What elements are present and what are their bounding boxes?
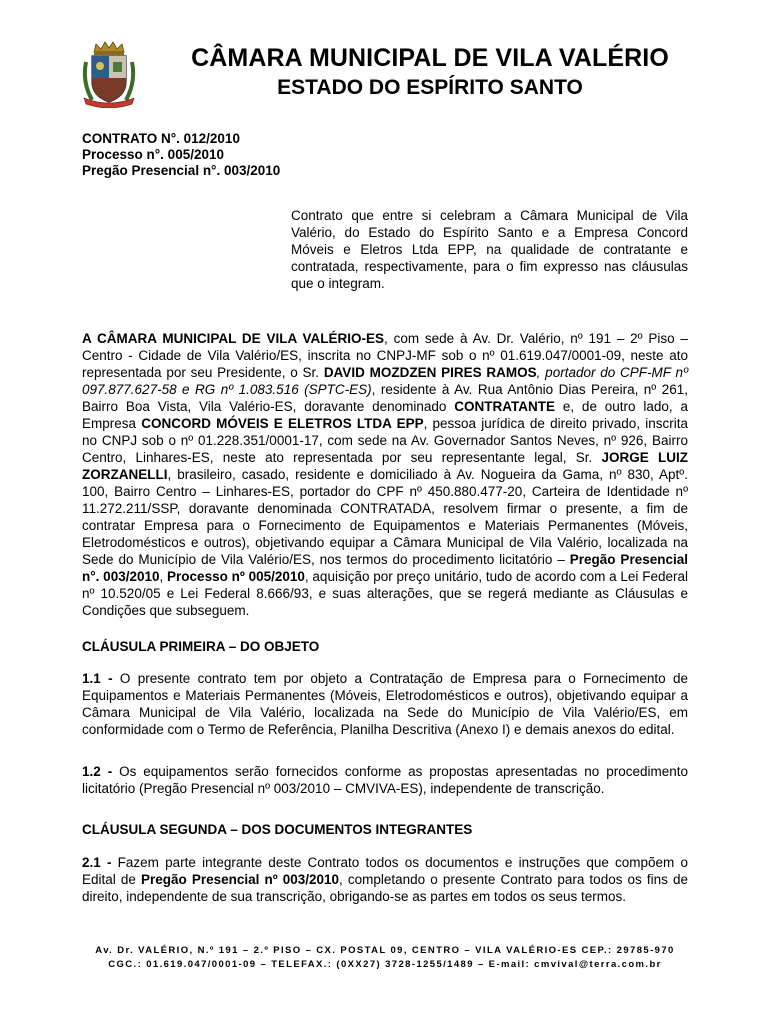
process-number: Processo n°. 005/2010 xyxy=(82,147,224,162)
clause-1-1-text: O presente contrato tem por objeto a Contratação de Empresa para o Fornecimento de Equipamentos e Materiais Permanentes (Móveis, Eletrodomésticos e outros), objetivando equipar a Câmara Municipal de Vila Valério, localizada na Sede do Município de Vila Valério/ES, em conformidade com o Termo de Referência, Planilha Descritiva (Anexo I) e demais anexos do edital. xyxy=(82,671,688,737)
footer-contact: CGC.: 01.619.047/0001-09 – TELEFAX.: (0XX27) 3728-1255/1489 – E-mail: cmvival@terra.com.br xyxy=(108,959,662,970)
contratante-label: CONTRATANTE xyxy=(454,399,556,414)
pregao-number: Pregão Presencial n°. 003/2010 xyxy=(82,163,281,178)
state-subtitle: ESTADO DO ESPÍRITO SANTO xyxy=(277,76,583,99)
preamble-paragraph xyxy=(82,330,688,619)
page-footer xyxy=(60,944,710,972)
contract-summary: Contrato que entre si celebram a Câmara Municipal de Vila Valério, do Estado do Espírito Santo e a Empresa Concord Móveis e Eletros Ltda EPP, na qualidade de contratante e contratada, respectivamente, para o fim expresso nas cláusulas que o integram. xyxy=(291,208,688,291)
contract-number: CONTRATO N°. 012/2010 xyxy=(82,131,240,146)
footer-address: Av. Dr. VALÉRIO, N.º 191 – 2.º PISO – CX. POSTAL 09, CENTRO – VILA VALÉRIO-ES CEP.: 29785-970 xyxy=(95,945,675,956)
clause-2-1-text-b: , completando o presente Contrato para todos os fins de direito, independente de sua transcrição, obrigando-se as partes em todos os seus termos. xyxy=(82,872,688,904)
contract-references xyxy=(82,131,280,179)
clause-1-2-number: 1.2 - xyxy=(82,764,113,779)
company-name: CONCORD MÓVEIS E ELETROS LTDA EPP xyxy=(141,416,424,431)
clause-1-2-text: Os equipamentos serão fornecidos conforme as propostas apresentadas no procedimento licitatório (Pregão Presencial nº 003/2010 – CMVIVA-ES), independente de transcrição. xyxy=(82,764,688,796)
clause-1-1 xyxy=(82,670,688,738)
clause-2-1-pregao: Pregão Presencial nº 003/2010 xyxy=(140,872,340,887)
clause-2-1-text-a: Fazem parte integrante deste Contrato todos os documentos e instruções que compõem o Edital de xyxy=(82,855,689,887)
clause-2-1 xyxy=(82,854,688,905)
president-documents: , portador do CPF-MF nº 097.877.627-58 e RG nº 1.083.516 (SPTC-ES) xyxy=(82,365,688,397)
institution-title: CÂMARA MUNICIPAL DE VILA VALÉRIO xyxy=(191,44,669,72)
clause-1-1-number: 1.1 - xyxy=(82,671,113,686)
preamble-text-5: , brasileiro, casado, residente e domiciliado à Av. Nogueira da Gama, nº 830, Aptº. 100, Bairro Centro – Linhares-ES, portador do CPF nº 450.880.477-20, Carteira de Identidade nº 11.272.211/SSP, doravante denominada CONTRATADA, resolvem firmar o presente, a fim de contratar Empresa para o Fornecimento de Equipamentos e Materiais Permanentes (Móveis, Eletrodomésticos e outros), objetivando equipar a Câmara Municipal de Vila Valério, localizada na Sede do Município de Vila Valério/ES, nos termos do procedimento licitatório – xyxy=(82,467,688,567)
clause-2-1-number: 2.1 - xyxy=(82,855,112,870)
preamble-text-6: , xyxy=(159,569,168,584)
clause-two-heading: CLÁUSULA SEGUNDA – DOS DOCUMENTOS INTEGRANTES xyxy=(82,822,473,837)
clause-1-2 xyxy=(82,763,688,797)
preamble-text-1: , com sede à Av. Dr. Valério, nº 191 – 2º Piso – Centro - Cidade de Vila Valério/ES, inscrita no CNPJ-MF sob o nº 01.619.047/0001-09, neste ato representada por seu Presidente, o Sr. xyxy=(82,331,688,380)
process-reference: Processo nº 005/2010 xyxy=(167,569,305,584)
chamber-name: A CÂMARA MUNICIPAL DE VILA VALÉRIO-ES xyxy=(82,331,385,346)
coat-of-arms-icon xyxy=(80,40,138,108)
pregao-reference: Pregão Presencial n°. 003/2010 xyxy=(82,552,688,584)
representative-name: JORGE LUIZ ZORZANELLI xyxy=(82,450,689,482)
preamble-text-2: , residente à Av. Rua Antônio Dias Pereira, nº 261, Bairro Boa Vista, Vila Valério-ES, doravante denominado xyxy=(82,382,688,414)
preamble-text-4: , pessoa jurídica de direito privado, inscrita no CNPJ sob o nº 01.228.351/0001-17, com sede na Av. Governador Santos Neves, nº 926, Bairro Centro, Linhares-ES, neste ato representada por seu representante legal, Sr. xyxy=(82,416,688,465)
preamble-text-3: e, de outro lado, a Empresa xyxy=(82,399,688,431)
president-name: DAVID MOZDZEN PIRES RAMOS xyxy=(323,365,537,380)
preamble-text-7: , aquisição por preço unitário, tudo de acordo com a Lei Federal nº 10.520/05 e Lei Federal 8.666/93, e suas alterações, que se regerá mediante as Cláusulas e Condições que subseguem. xyxy=(82,569,688,618)
clause-one-heading: CLÁUSULA PRIMEIRA – DO OBJETO xyxy=(82,639,320,654)
